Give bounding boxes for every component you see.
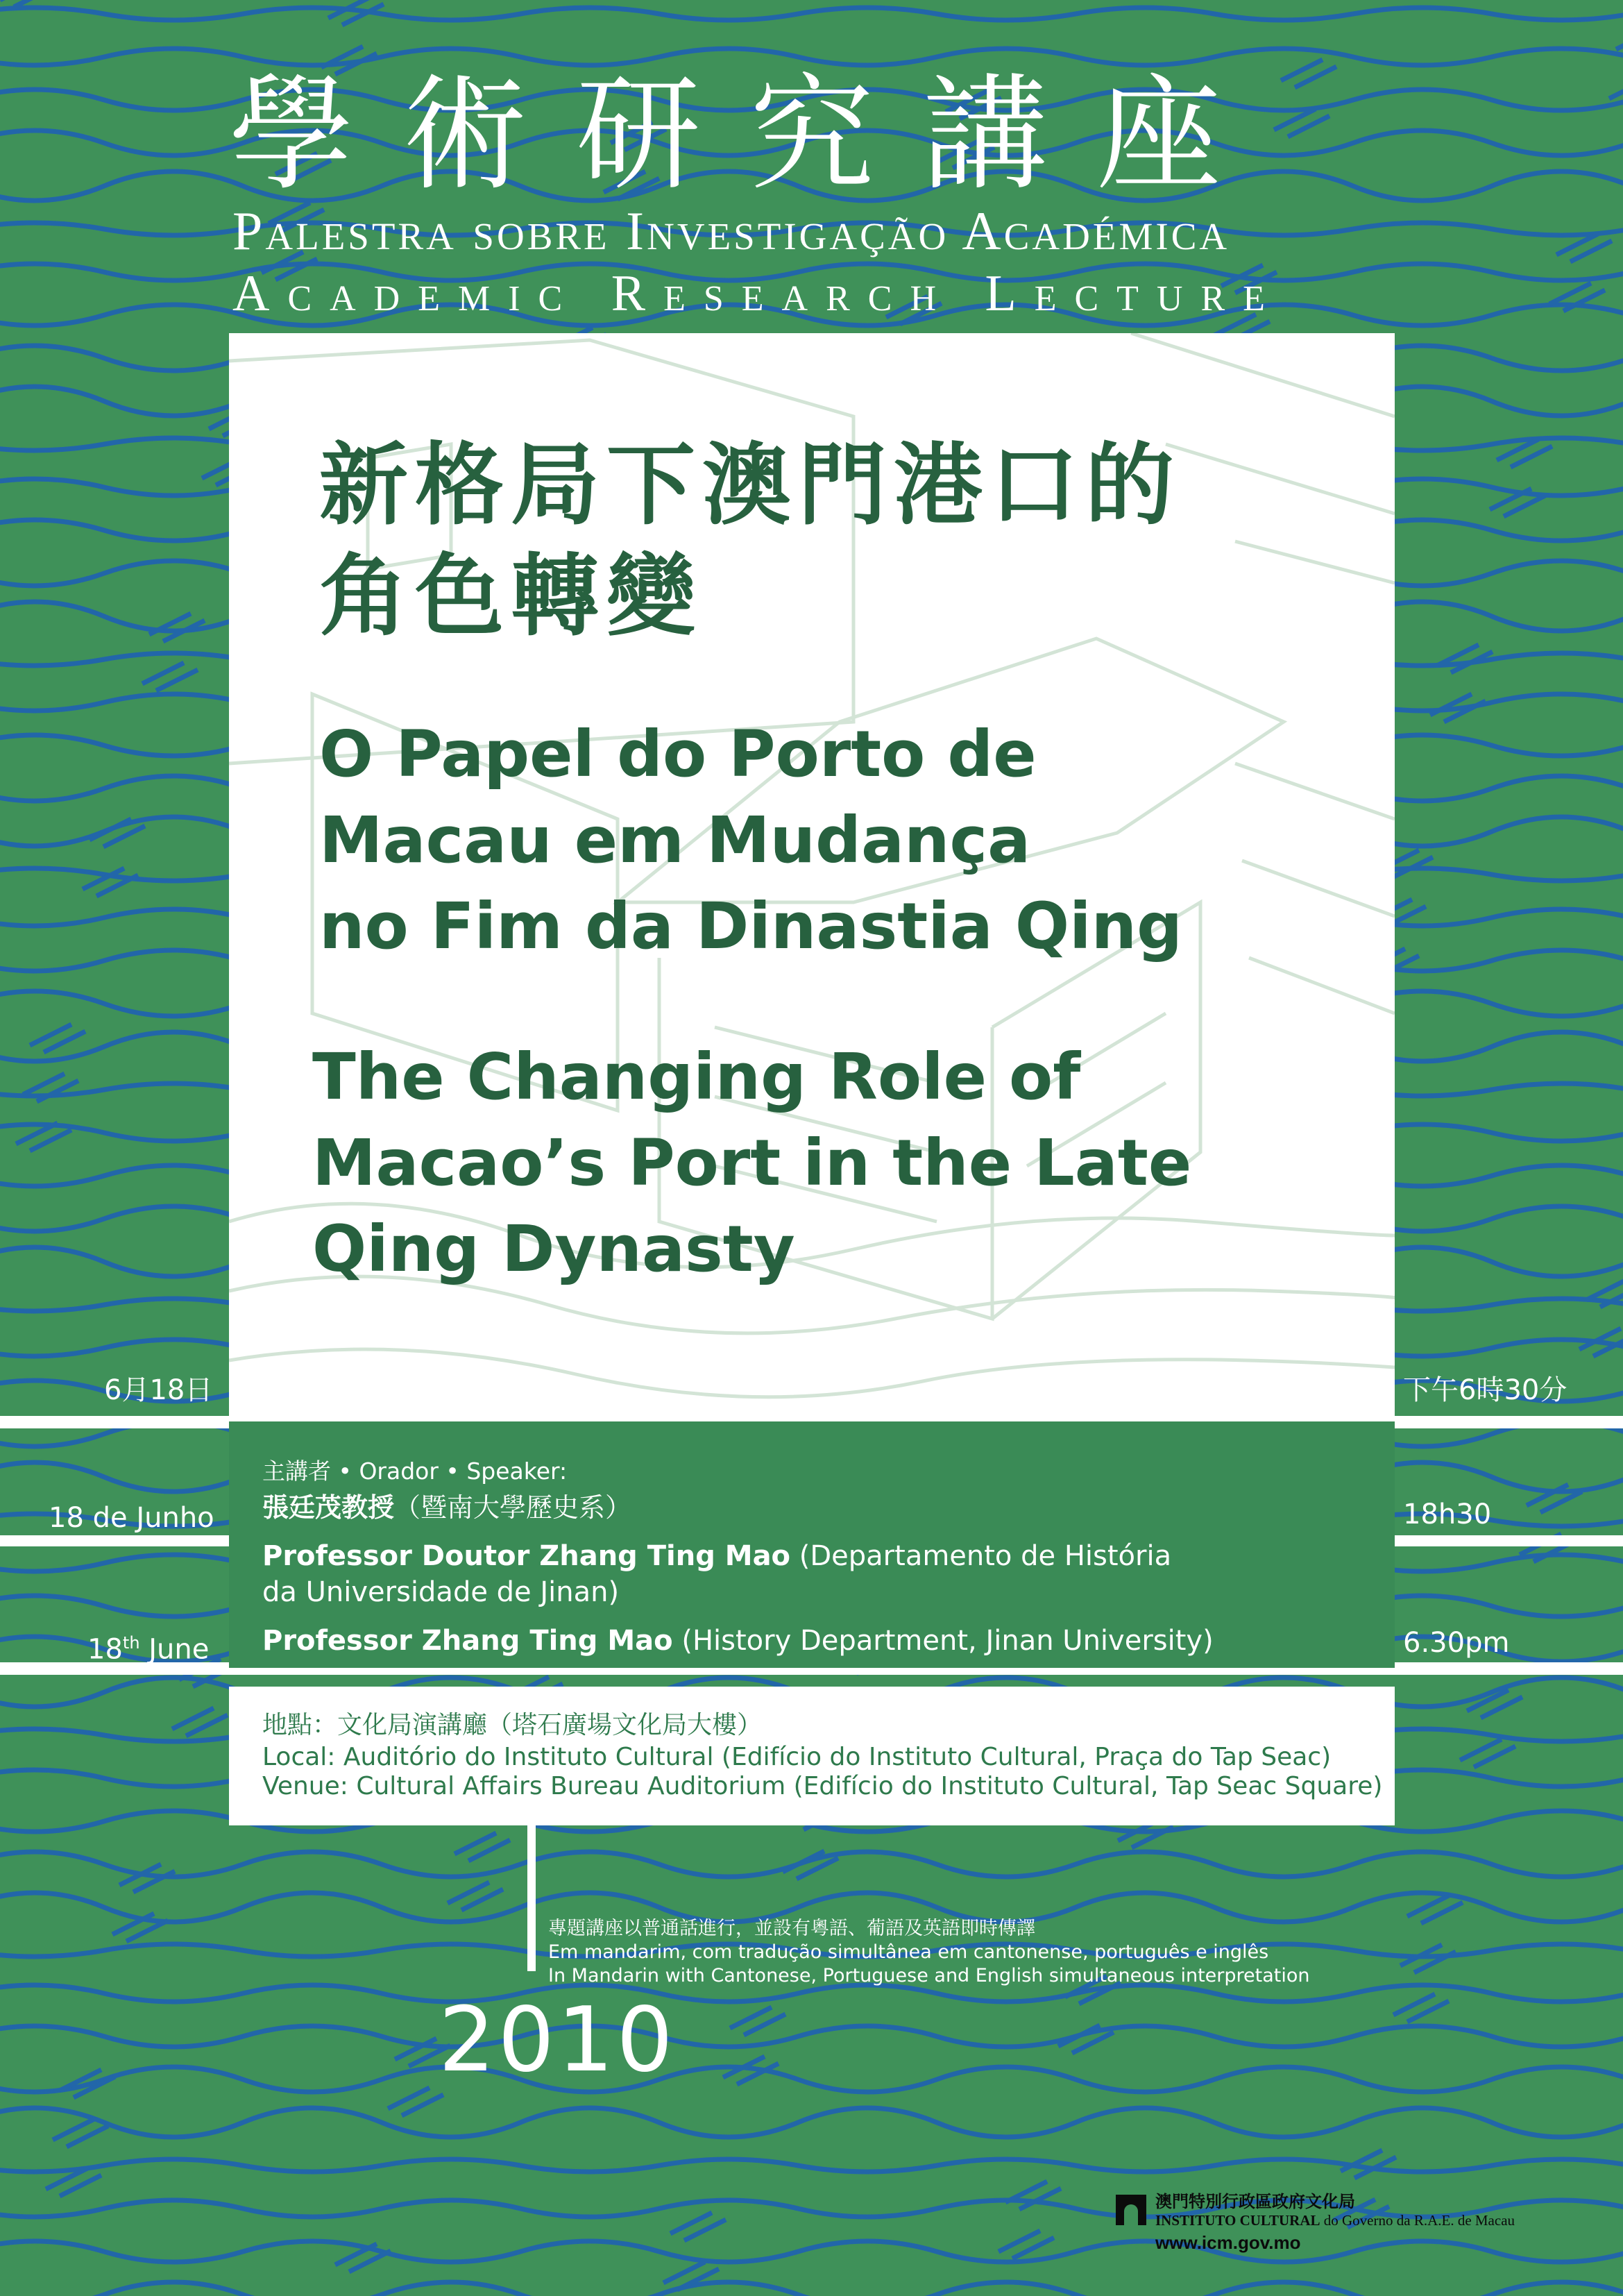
hatch-stroke (448, 1882, 503, 1910)
footer-org-portuguese-suffix: do Governo da R.A.E. de Macau (1320, 2212, 1515, 2229)
hatch-stroke (142, 663, 198, 691)
language-note-portuguese: Em mandarim, com tradução simultânea em cantonense, português e inglês (548, 1941, 1269, 1963)
hatch-stroke (30, 1024, 85, 1052)
hatch-stroke (172, 1708, 228, 1736)
date-english-month: June (148, 1633, 210, 1666)
hatch-stroke (670, 2213, 726, 2240)
series-title-english: Academic Research Lecture (232, 265, 1283, 322)
wave-line (0, 2282, 1623, 2296)
lecture-title-panel (229, 333, 1395, 1419)
hatch-stroke (730, 2007, 785, 2035)
wave-line (0, 2026, 1623, 2047)
time-english: 6.30pm (1403, 1627, 1510, 1659)
speaker-name-english: Professor Zhang Ting Mao (262, 1625, 673, 1657)
time-portuguese: 18h30 (1403, 1499, 1492, 1530)
speaker-portuguese (262, 1538, 1171, 1574)
speaker-affiliation-portuguese-1: (Departamento de História (799, 1540, 1172, 1572)
hatch-stroke (1407, 1896, 1463, 1923)
hatch-stroke (1393, 1994, 1449, 2022)
date-portuguese: 18 de Junho (49, 1502, 214, 1534)
date-english (87, 1626, 209, 1666)
speaker-english (262, 1623, 1214, 1659)
series-title-portuguese: Palestra sobre Investigação Académica (232, 201, 1230, 261)
lecture-title-chinese: 新格局下澳門港口的 角色轉變 (319, 434, 1182, 648)
footer-org-portuguese (1155, 2211, 1515, 2229)
footer-website-link[interactable]: www.icm.gov.mo (1155, 2232, 1301, 2253)
connector-line (527, 1825, 536, 1971)
series-title-chinese: 學術研究講座 (229, 62, 1271, 208)
hatch-stroke (454, 1833, 510, 1861)
venue-box (229, 1687, 1395, 1825)
speaker-name-chinese: 張廷茂教授 (262, 1492, 395, 1523)
venue-chinese: 地點：文化局演講廳（塔石廣場文化局大樓） (262, 1711, 763, 1739)
hatch-stroke (1467, 1690, 1522, 1718)
lecture-title-english: The Changing Role of Macao’s Port in the Late Qing Dynasty (312, 1040, 1192, 1286)
language-note-english: In Mandarin with Cantonese, Portuguese and English simultaneous interpretation (548, 1965, 1310, 1986)
footer-org-chinese: 澳門特別行政區政府文化局 (1155, 2191, 1355, 2211)
speaker-band (229, 1421, 1395, 1668)
venue-portuguese: Local: Auditório do Instituto Cultural (Edifício do Instituto Cultural, Praça do Tap Seac) (262, 1743, 1332, 1771)
wave-line (0, 8, 1623, 20)
wave-line (0, 2108, 1623, 2137)
hatch-stroke (999, 2231, 1054, 2259)
date-chinese: 6月18日 (104, 1374, 213, 1406)
wave-line (0, 2067, 1623, 2092)
date-english-day: 18 (87, 1633, 123, 1666)
hatch-stroke (388, 2088, 443, 2116)
speaker-label: 主講者 • Orador • Speaker: (262, 1458, 568, 1485)
speaker-affiliation-chinese: （暨南大學歷史系） (394, 1492, 632, 1523)
institute-logo-icon (1116, 2195, 1146, 2225)
speaker-affiliation-portuguese-2: da Universidade de Jinan) (262, 1576, 620, 1608)
time-chinese: 下午6時30分 (1403, 1374, 1567, 1406)
language-note-chinese: 專題講座以普通話進行，並設有粵語、葡語及英語即時傳譯 (548, 1918, 1035, 1939)
speaker-name-portuguese: Professor Doutor Zhang Ting Mao (262, 1540, 791, 1572)
year: 2010 (439, 1989, 676, 2092)
hatch-stroke (1460, 1739, 1515, 1767)
speaker-affiliation-english: (History Department, Jinan University) (681, 1625, 1214, 1657)
wave-line (0, 2241, 1623, 2262)
hatch-stroke (1556, 234, 1612, 262)
speaker-chinese (262, 1491, 631, 1524)
footer-org-portuguese-prefix: INSTITUTO CULTURAL (1155, 2212, 1320, 2229)
lecture-title-portuguese: O Papel do Porto de Macau em Mudança no Fim da Dinastia Qing (319, 717, 1182, 963)
date-english-suffix: th (122, 1633, 140, 1653)
venue-english: Venue: Cultural Affairs Bureau Auditorium (Edifício do Instituto Cultural, Tap Seac Square) (262, 1772, 1383, 1800)
